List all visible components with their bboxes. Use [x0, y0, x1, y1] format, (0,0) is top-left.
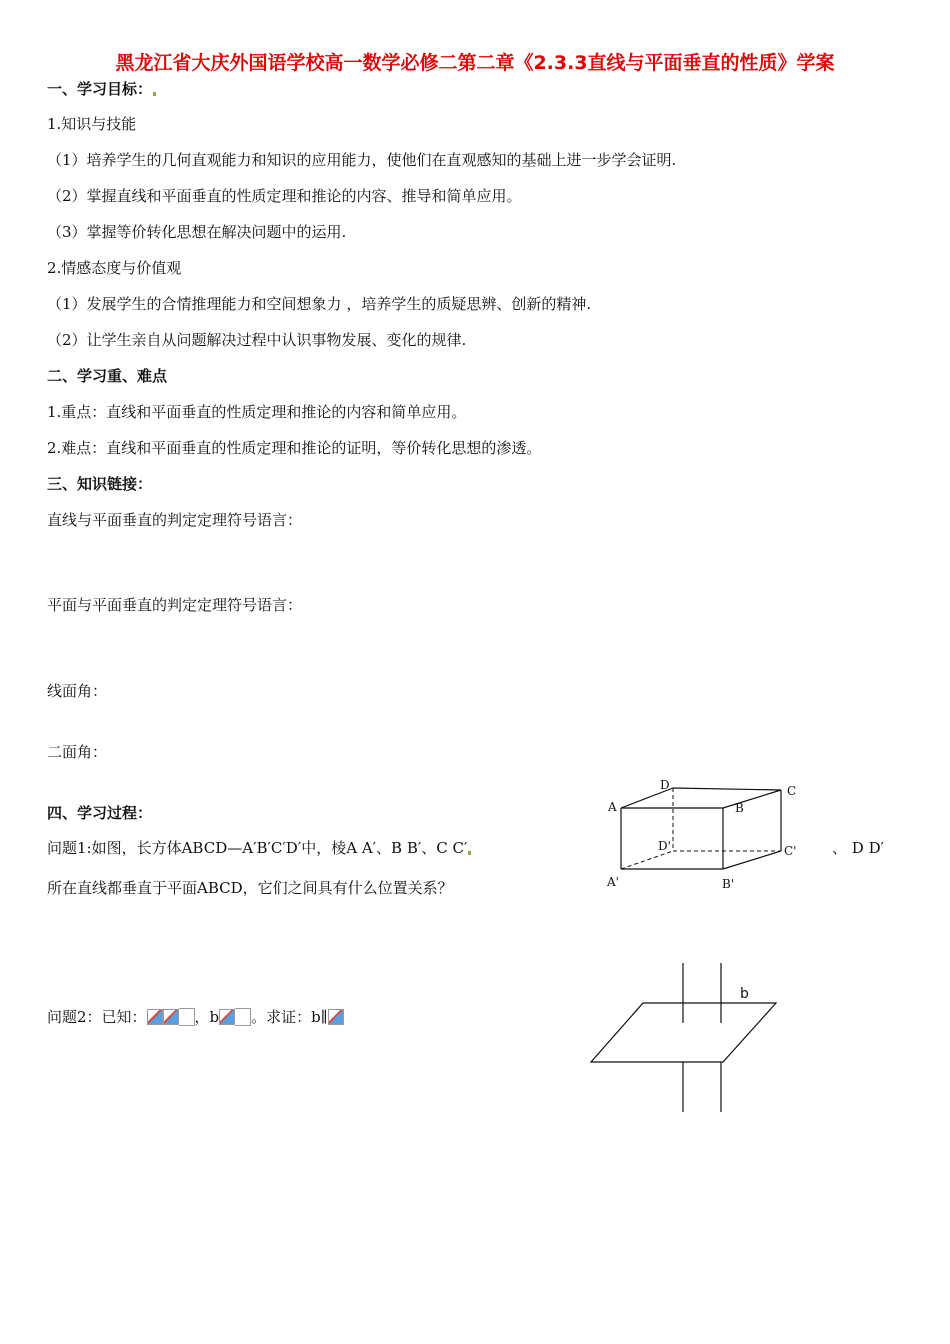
formula-box	[179, 1008, 195, 1026]
section-1-sub-2: 2.情感态度与价值观	[47, 259, 182, 277]
section-2-heading: 二、学习重、难点	[47, 367, 168, 385]
difficult-point: 2.难点：直线和平面垂直的性质定理和推论的证明，等价转化思想的渗透。	[47, 439, 542, 457]
attitude-item-1: （1）发展学生的合情推理能力和空间想象力 ，培养学生的质疑思辨、创新的精神.	[47, 295, 592, 313]
goal-item-1: （1）培养学生的几何直观能力和知识的应用能力，使他们在直观感知的基础上进一步学会证明.	[47, 151, 677, 169]
vertex-label-a1: A'	[607, 875, 619, 889]
section-1-heading: 一、学习目标：	[47, 79, 157, 99]
vertex-label-a: A	[608, 800, 617, 814]
section-4-heading: 四、学习过程：	[47, 804, 153, 822]
attitude-item-2: （2）让学生亲自从问题解决过程中认识事物发展、变化的规律.	[47, 331, 467, 349]
link-line-plane-angle: 线面角：	[47, 682, 108, 700]
broken-formula-image-4	[328, 1009, 344, 1025]
cuboid-figure	[600, 775, 810, 900]
question-2: 问题2：已知： ，b 。求证：b∥	[47, 1007, 344, 1027]
line-label-b: b	[740, 986, 749, 1002]
goal-item-2: （2）掌握直线和平面垂直的性质定理和推论的内容、推导和简单应用。	[47, 187, 522, 205]
link-plane-plane: 平面与平面垂直的判定定理符号语言：	[47, 596, 303, 614]
goal-item-3: （3）掌握等价转化思想在解决问题中的运用.	[47, 223, 347, 241]
document-title: 黑龙江省大庆外国语学校高一数学必修二第二章《2.3.3直线与平面垂直的性质》学案	[115, 52, 835, 74]
question-1-line-1: 问题1:如图，长方体ABCD—A′B′C′D′中，棱A A′、B B′、C C′	[47, 838, 472, 858]
broken-formula-image-2	[163, 1009, 179, 1025]
broken-formula-image-1	[147, 1009, 163, 1025]
link-dihedral-angle: 二面角：	[47, 743, 108, 761]
formula-box	[235, 1008, 251, 1026]
vertex-label-c: C	[787, 784, 797, 798]
key-point: 1.重点：直线和平面垂直的性质定理和推论的内容和简单应用。	[47, 403, 467, 421]
section-3-heading: 三、知识链接：	[47, 475, 153, 493]
vertex-label-d: D	[660, 778, 670, 792]
vertex-label-b1: B'	[722, 877, 735, 891]
link-line-plane: 直线与平面垂直的判定定理符号语言：	[47, 511, 303, 529]
vertex-label-c1: C'	[784, 844, 797, 858]
question-1-line-2: 所在直线都垂直于平面ABCD，它们之间具有什么位置关系？	[47, 879, 453, 897]
question-1-tail: 、 D D′	[832, 839, 884, 857]
plane-lines-figure	[585, 960, 785, 1120]
vertex-label-b: B	[735, 801, 744, 815]
vertex-label-d1: D'	[658, 839, 671, 853]
broken-formula-image-3	[219, 1009, 235, 1025]
section-1-sub-1: 1.知识与技能	[47, 115, 137, 133]
